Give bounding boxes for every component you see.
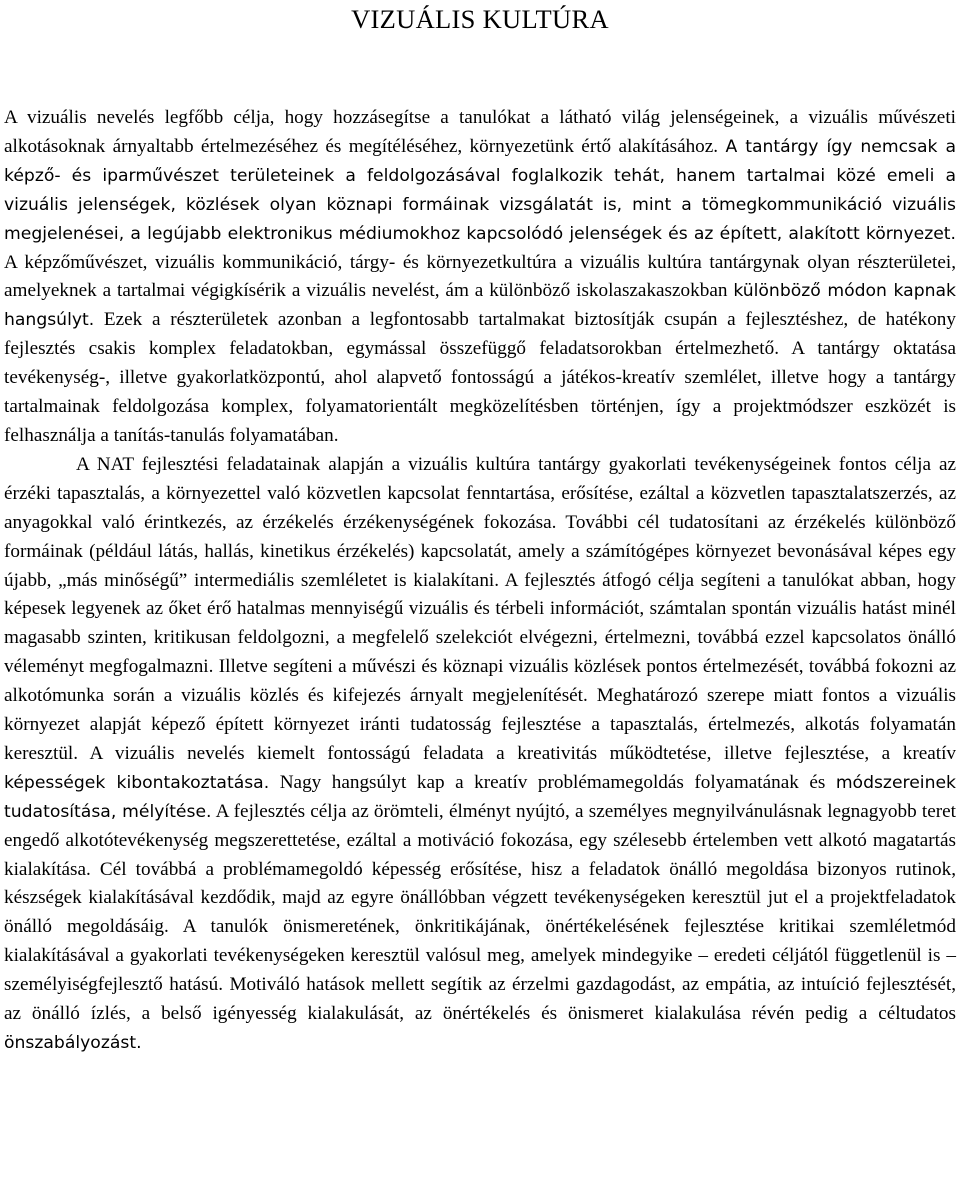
paragraph-1-segment-5: Ezek a részterületek azonban a legfontosabb tartalmakat biztosítják csupán a fejlesztéshez, de hatékony fejlesztés csakis komplex feladatokban, egymással összefüggő feladatsorokban értelmezhető. A tantárgy oktatása tevékenység-, illetve gyakorlatközpontú, ahol alapvető fontosságú a játékos-kreatív szemlélet, illetve hogy a tantárgy tartalmainak feldolgozása komplex, folyamatorientált megközelítésben történjen, így a projektmódszer eszközét is felhasználja a tanítás-tanulás folyamatában. <box>4 309 956 446</box>
document-body <box>4 104 956 1058</box>
paragraph-2-segment-2: képességek kibontakoztatása. <box>4 772 270 793</box>
paragraph-2-segment-6: önszabályozást. <box>4 1033 142 1053</box>
paragraph-2-segment-1: A NAT fejlesztési feladatainak alapján a vizuális kultúra tantárgy gyakorlati tevékenységeinek fontos célja az érzéki tapasztalás, a környezettel való közvetlen kapcsolat fenntartása, erősítése, ezáltal a közvetlen tapasztalatszerzés, az anyagokkal való érintkezés, az érzékelés érzékenységének fokozása. További cél tudatosítani az érzékelés különböző formáinak (például látás, hallás, kinetikus érzékelés) kapcsolatát, amely a számítógépes környezet bevonásával képes egy újabb, „más minőségű” intermediális szemléletet is kialakítani. A fejlesztés átfogó célja segíteni a tanulókat abban, hogy képesek legyenek az őket érő hatalmas mennyiségű vizuális és térbeli információt, számtalan spontán vizuális hatást minél magasabb szinten, kritikusan feldolgozni, a megfelelő szelekciót elvégezni, értelmezni, továbbá ezzel kapcsolatos önálló véleményt megfogalmazni. Illetve segíteni a művészi és köznapi vizuális közlések pontos értelmezését, továbbá fokozni az alkotómunka során a vizuális közlés és kifejezés árnyalt megjelenítését. Meghatározó szerepe miatt fontos a vizuális környezet alapját képező épített környezet iránti tudatosság fejlesztése a tapasztalás, értelmezés, alkotás folyamatán keresztül. A vizuális nevelés kiemelt fontosságú feladata a kreativitás működtetése, illetve fejlesztése, a kreatív <box>4 453 956 764</box>
paragraph-1-segment-1: A vizuális nevelés legfőbb célja, hogy hozzásegítse a tanulókat a látható világ jelenségeinek, a vizuális művészeti alkotásoknak árnyaltabb értelmezéséhez és megítéléséhez, környezetünk értő alakításához. <box>4 107 956 157</box>
paragraph-1-segment-3: A képzőművészet, vizuális kommunikáció, tárgy- és környezetkultúra a vizuális kultúra tantárgynak olyan részterületei, amelyeknek a tartalmai végigkísérik a vizuális nevelést, ám a különböző iskolaszakaszokban <box>4 251 956 302</box>
title-spacer <box>4 36 956 104</box>
paragraph-2-segment-3: Nagy hangsúlyt kap a kreatív problémamegoldás folyamatának és <box>269 771 836 793</box>
page-title: VIZUÁLIS KULTÚRA <box>351 4 609 34</box>
paragraph-2-segment-5: A fejlesztés célja az örömteli, élményt nyújtó, a személyes megnyilvánulásnak legnagyobb teret engedő alkotótevékenység megszerettetése, ezáltal a motiváció fokozása, egy szélesebb értelemben vett alkotó magatartás kialakítása. Cél továbbá a problémamegoldó képesség erősítése, hisz a feladatok önálló megoldása bizonyos rutinok, készségek kialakításával kezdődik, majd az egyre önállóbban végzett tevékenységeken keresztül jut el a projektfeladatok önálló megoldásáig. A tanulók önismeretének, önkritikájának, önértékelésének fejlesztése kritikai szemléletmód kialakításával a gyakorlati tevékenységeken keresztül valósul meg, amelyek mindegyike – eredeti céljától függetlenül is – személyiségfejlesztő hatású. Motiváló hatások mellett segítik az érzelmi gazdagodást, az empátia, az intuíció fejlesztését, az önálló ízlés, a belső igényesség kialakulását, az önértékelés és önismeret kialakulása révén pedig a céltudatos <box>4 800 957 1025</box>
paragraph-1-segment-4: különböző módon kapnak hangsúlyt. <box>4 281 956 331</box>
paragraph-nat-goals <box>4 451 956 1058</box>
document-page <box>4 0 956 1204</box>
paragraph-intro <box>4 104 956 451</box>
paragraph-2-segment-4: módszereinek tudatosítása, mélyítése. <box>4 772 956 822</box>
paragraph-1-segment-2: A tantárgy így nemcsak a képző- és iparművészet területeinek a feldolgozásával foglalkozik tehát, hanem tartalmai közé emeli a vizuális jelenségek, közlések olyan köznapi formáinak vizsgálatát is, mint a tömegkommunikáció vizuális megjelenései, a legújabb elektronikus médiumokhoz kapcsolódó jelenségek és az épített, alakított környezet. <box>4 136 956 244</box>
